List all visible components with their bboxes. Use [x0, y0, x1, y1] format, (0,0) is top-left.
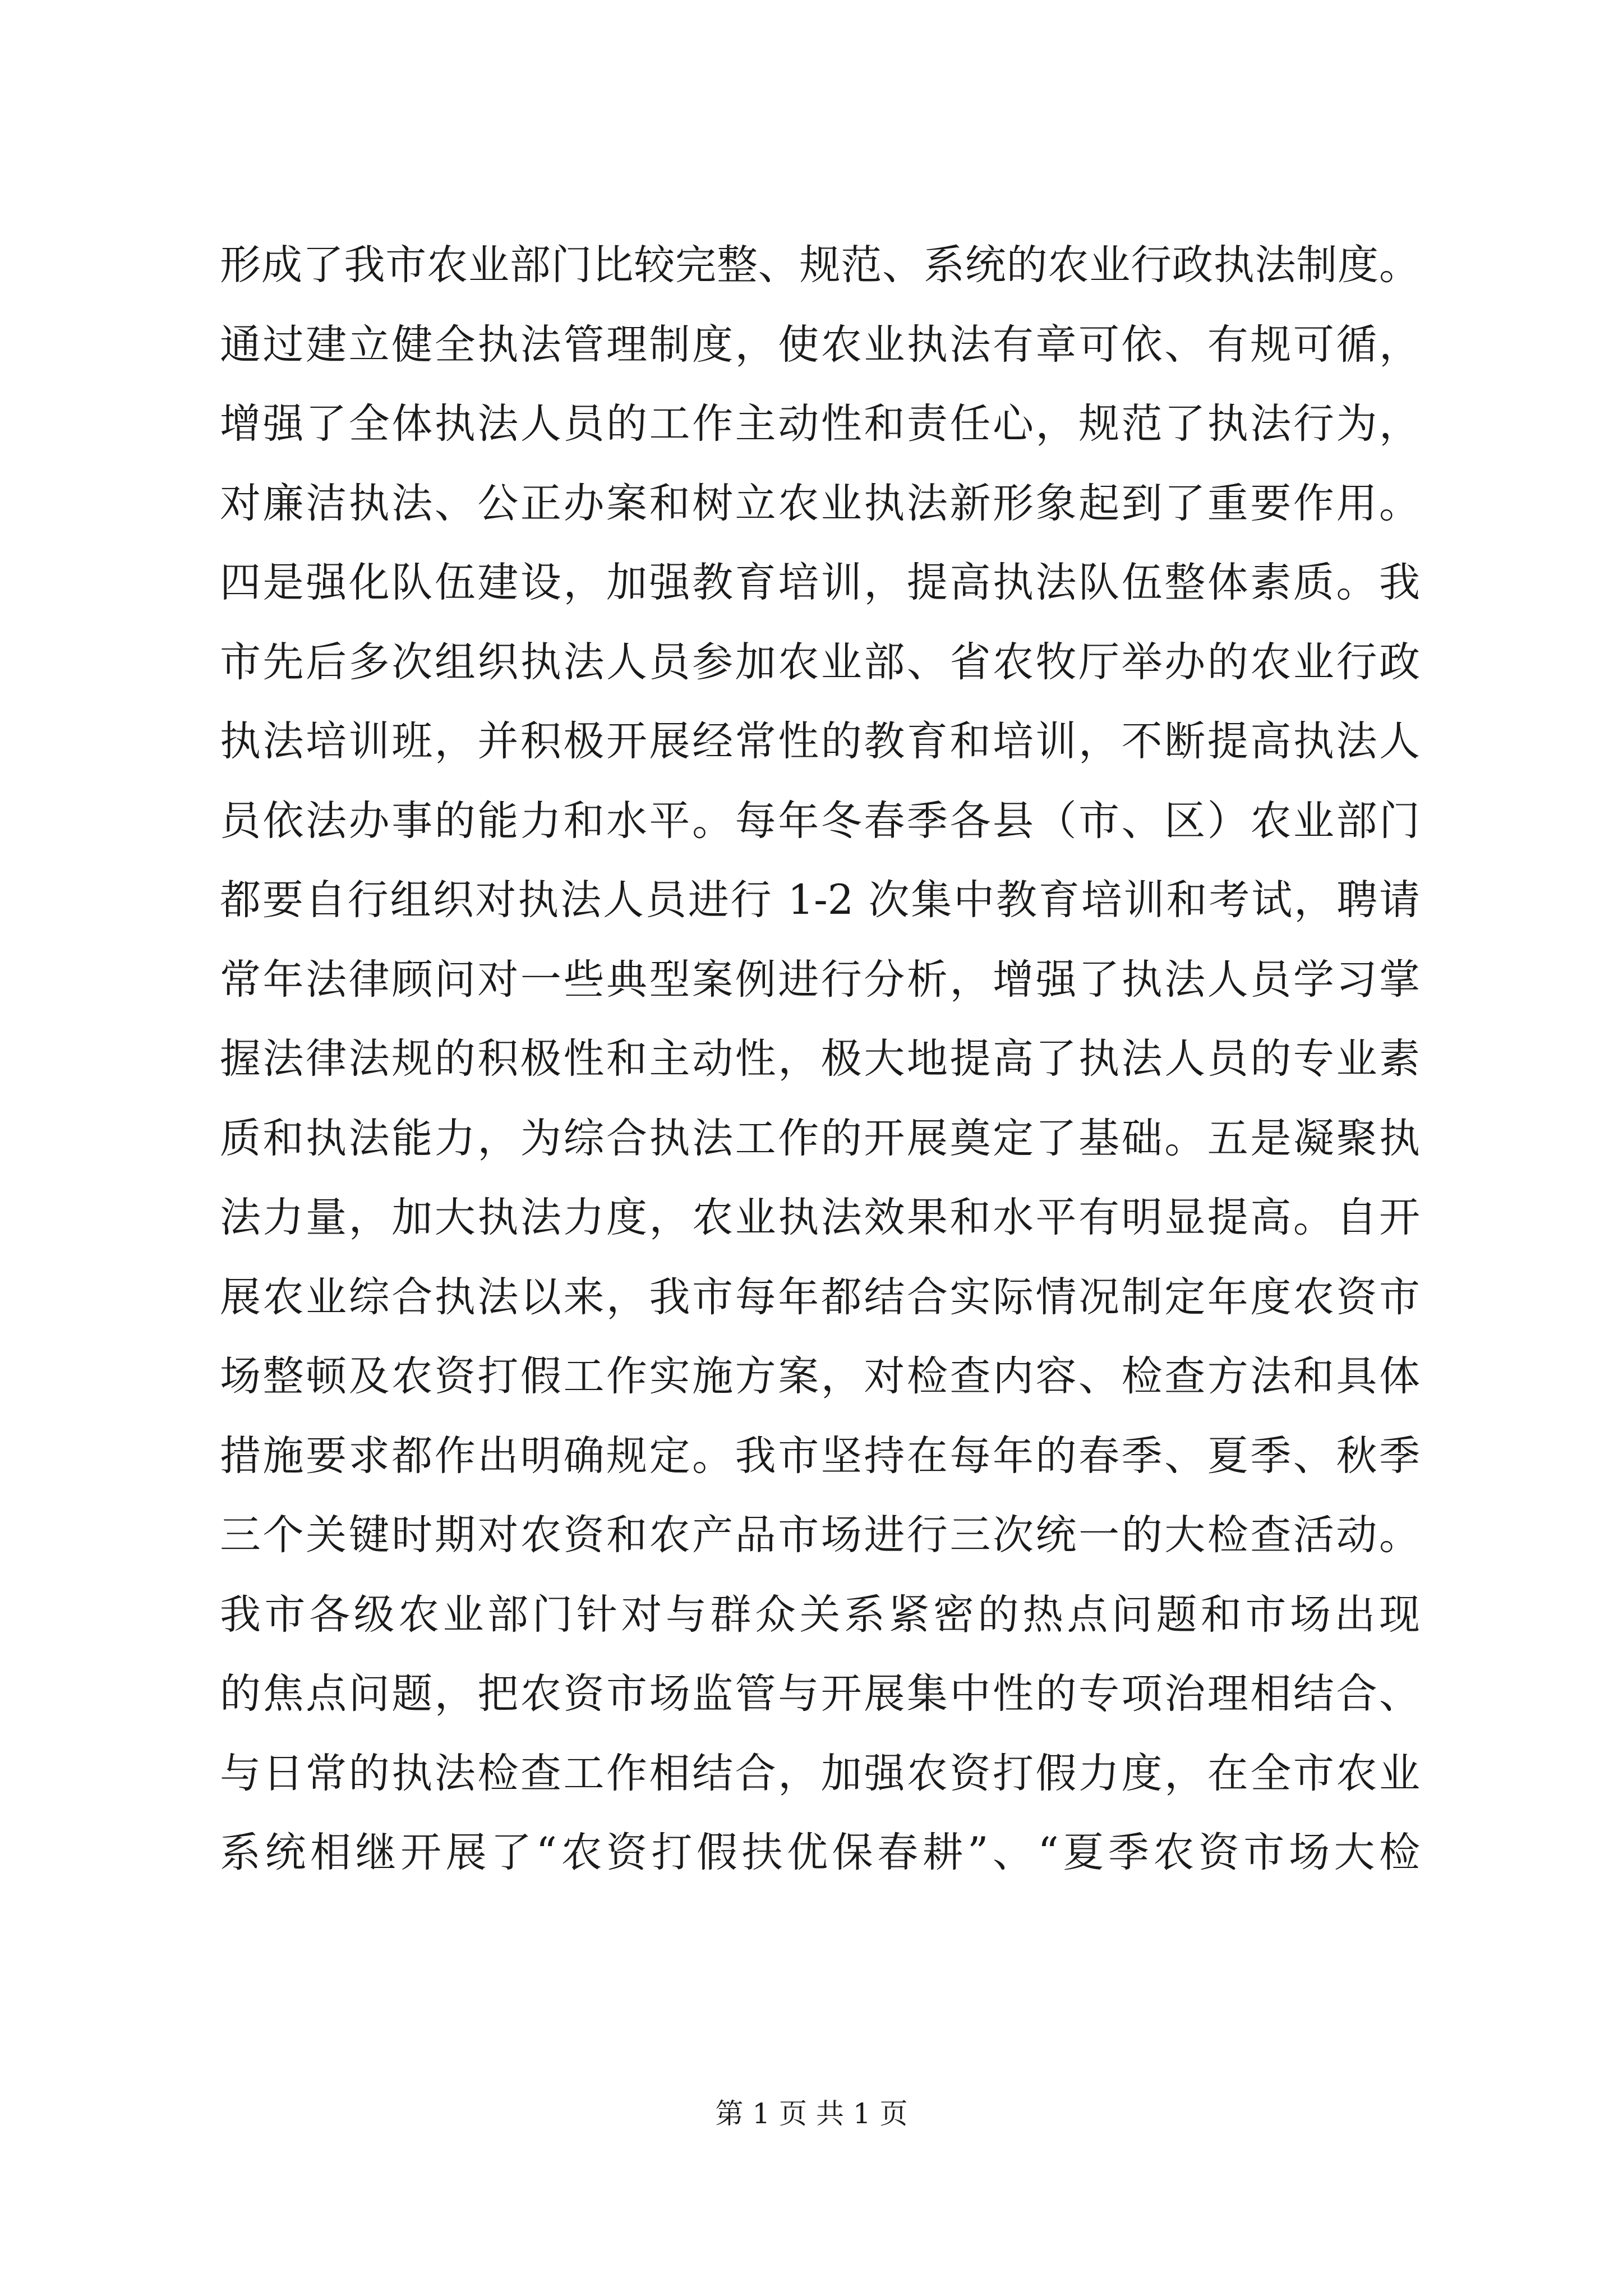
- text-line-16: 措施要求都作出明确规定。我市坚持在每年的春季、夏季、秋季: [220, 1432, 1420, 1480]
- text-line-10: 常年法律顾问对一些典型案例进行分析，增强了执法人员学习掌: [220, 955, 1420, 1004]
- text-line-14: 展农业综合执法以来，我市每年都结合实际情况制定年度农资市: [220, 1273, 1420, 1321]
- text-line-19: 的焦点问题，把农资市场监管与开展集中性的专项治理相结合、: [220, 1670, 1420, 1718]
- text-line-4: 对廉洁执法、公正办案和树立农业执法新形象起到了重要作用。: [220, 479, 1420, 527]
- text-line-6: 市先后多次组织执法人员参加农业部、省农牧厅举办的农业行政: [220, 638, 1420, 686]
- text-line-17: 三个关键时期对农资和农产品市场进行三次统一的大检查活动。: [220, 1511, 1420, 1559]
- text-line-3: 增强了全体执法人员的工作主动性和责任心，规范了执法行为，: [220, 400, 1420, 448]
- text-line-11: 握法律法规的积极性和主动性，极大地提高了执法人员的专业素: [220, 1035, 1420, 1083]
- text-line-12: 质和执法能力，为综合执法工作的开展奠定了基础。五是凝聚执: [220, 1114, 1420, 1162]
- body-paragraph: [220, 226, 1420, 1893]
- text-line-9: 都要自行组织对执法人员进行 1-2 次集中教育培训和考试，聘请: [220, 876, 1420, 924]
- text-line-1: 形成了我市农业部门比较完整、规范、系统的农业行政执法制度。: [220, 241, 1420, 289]
- text-line-13: 法力量，加大执法力度，农业执法效果和水平有明显提高。自开: [220, 1194, 1420, 1241]
- text-line-5: 四是强化队伍建设，加强教育培训，提高执法队伍整体素质。我: [220, 559, 1420, 606]
- text-line-21: 系统相继开展了“农资打假扶优保春耕”、“夏季农资市场大检: [220, 1829, 1420, 1876]
- page-footer: 第 1 页 共 1 页: [715, 2097, 908, 2130]
- text-line-15: 场整顿及农资打假工作实施方案，对检查内容、检查方法和具体: [220, 1352, 1420, 1400]
- text-line-7: 执法培训班，并积极开展经常性的教育和培训，不断提高执法人: [220, 717, 1420, 765]
- text-line-18: 我市各级农业部门针对与群众关系紧密的热点问题和市场出现: [220, 1590, 1420, 1639]
- text-line-8: 员依法办事的能力和水平。每年冬春季各县（市、区）农业部门: [220, 797, 1420, 845]
- text-line-20: 与日常的执法检查工作相结合，加强农资打假力度，在全市农业: [220, 1749, 1420, 1797]
- text-line-2: 通过建立健全执法管理制度，使农业执法有章可依、有规可循，: [220, 320, 1420, 369]
